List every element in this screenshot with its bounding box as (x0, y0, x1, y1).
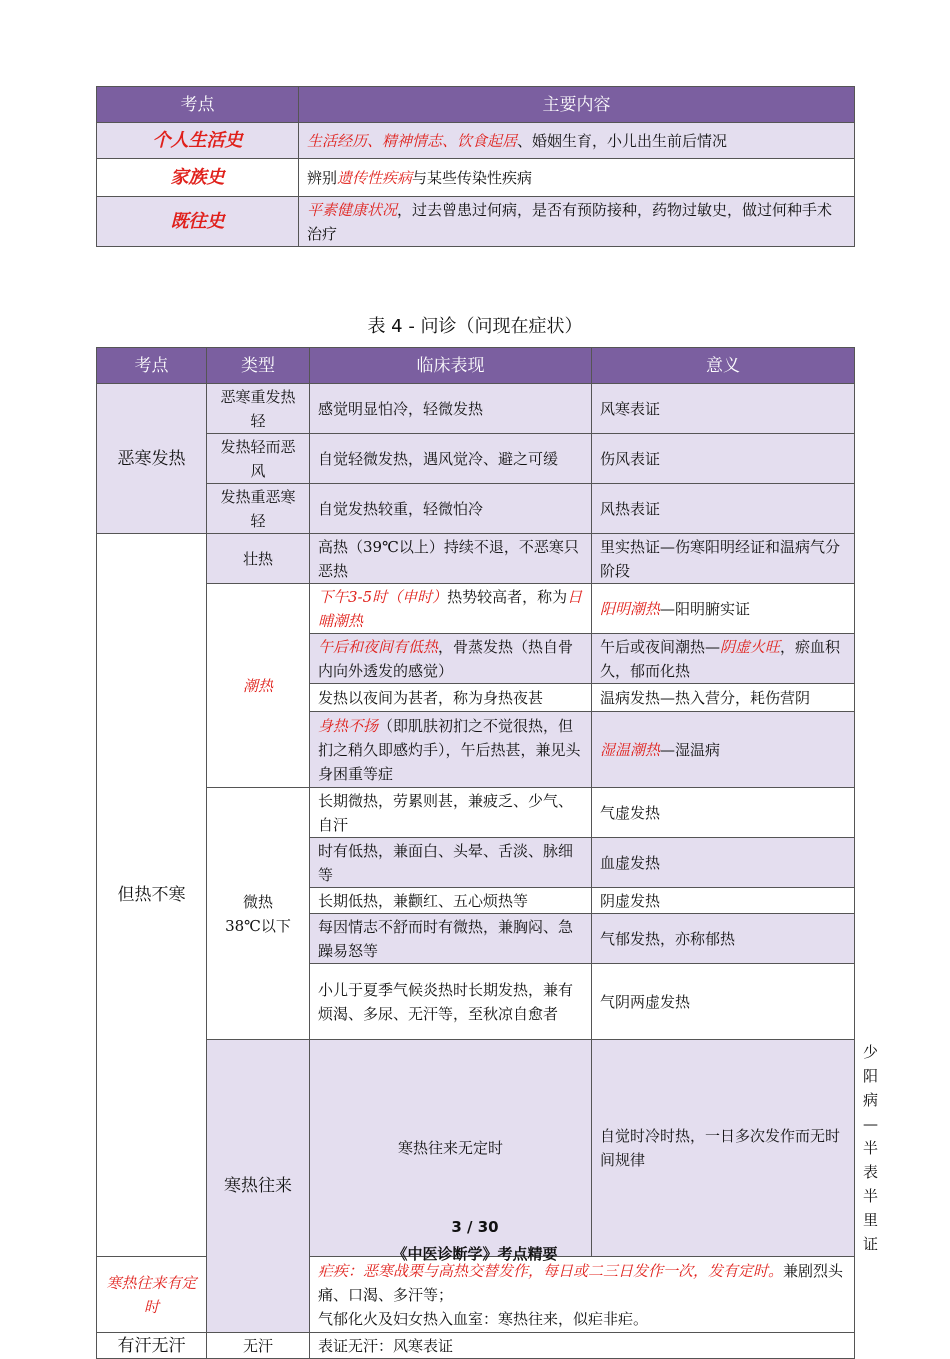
meaning-cell: 阴虚发热 (592, 888, 855, 914)
meaning-cell: 伤风表证 (592, 434, 855, 484)
header-meaning: 意义 (592, 348, 855, 384)
content-past: 平素健康状况，过去曾患过何病，是否有预防接种，药物过敏史，做过何种手术治疗 (299, 197, 855, 247)
type-cell: 发热轻而恶风 (207, 434, 310, 484)
desc-cell: 身热不扬（即肌肤初扪之不觉很热，但扪之稍久即感灼手），午后热甚，兼见头身困重等症 (310, 712, 592, 788)
history-table (96, 86, 855, 247)
header-type: 类型 (207, 348, 310, 384)
meaning-cell: 气郁发热，亦称郁热 (592, 914, 855, 964)
point-past: 既往史 (97, 197, 299, 247)
meaning-cell: 里实热证—伤寒阳明经证和温病气分阶段 (592, 534, 855, 584)
desc-cell: 表证无汗：风寒表证 (310, 1333, 855, 1359)
desc-cell: 小儿于夏季气候炎热时长期发热，兼有烦渴、多尿、无汗等，至秋凉自愈者 (310, 964, 592, 1040)
meaning-cell: 温病发热—热入营分，耗伤营阴 (592, 684, 855, 712)
meaning-cell: 阳明潮热—阳明腑实证 (592, 584, 855, 634)
type-cell: 恶寒重发热轻 (207, 384, 310, 434)
desc-cell: 每因情志不舒而时有微热，兼胸闷、急躁易怒等 (310, 914, 592, 964)
meaning-cell: 气虚发热 (592, 788, 855, 838)
type-cell: 无汗 (207, 1333, 310, 1359)
header-point: 考点 (97, 348, 207, 384)
type-tidal-fever: 潮热 (207, 584, 310, 788)
meaning-cell: 午后或夜间潮热—阴虚火旺，瘀血积久，郁而化热 (592, 634, 855, 684)
type-cell: 壮热 (207, 534, 310, 584)
desc-cell: 自觉轻微发热，遇风觉冷、避之可缓 (310, 434, 592, 484)
desc-cell: 长期微热，劳累则甚，兼疲乏、少气、自汗 (310, 788, 592, 838)
cat-aversion-fever: 恶寒发热 (97, 384, 207, 534)
footer-title: 《中医诊断学》考点精要 (392, 1245, 558, 1263)
cat-alternating: 寒热往来 (207, 1040, 310, 1333)
desc-cell: 高热（39℃以上）持续不退，不恶寒只恶热 (310, 534, 592, 584)
content-personal: 生活经历、精神情志、饮食起居、婚姻生育，小儿出生前后情况 (299, 123, 855, 159)
desc-cell: 午后和夜间有低热，骨蒸发热（热自骨内向外透发的感觉） (310, 634, 592, 684)
header-clinical: 临床表现 (310, 348, 592, 384)
type-cell: 寒热往来无定时 (310, 1040, 592, 1257)
desc-cell: 疟疾：恶寒战栗与高热交替发作，每日或二三日发作一次，发有定时。兼剧烈头痛、口渴、多汗等； 气郁化火及妇女热入血室：寒热往来，似疟非疟。 (310, 1257, 855, 1333)
table-title: 表 4 - 问诊（问现在症状） (367, 316, 583, 337)
meaning-cell: 风寒表证 (592, 384, 855, 434)
header-point: 考点 (97, 87, 299, 123)
cat-heat-only: 但热不寒 (97, 534, 207, 1257)
point-family: 家族史 (97, 159, 299, 197)
desc-cell: 下午3-5时（申时）热势较高者，称为日晡潮热 (310, 584, 592, 634)
desc-cell: 自觉发热较重，轻微怕冷 (310, 484, 592, 534)
desc-cell: 长期低热，兼颧红、五心烦热等 (310, 888, 592, 914)
desc-cell: 自觉时冷时热，一日多次发作而无时间规律 (592, 1040, 855, 1257)
type-low-fever: 微热 38℃以下 (207, 788, 310, 1040)
symptom-table: 考点 类型 临床表现 意义 恶寒发热 恶寒重发热轻 感觉明显怕冷，轻微发热 风寒表证 发热轻而恶风 自觉轻微发热，遇风觉冷、避之可缓 伤风表证 发热重恶寒轻 自觉发热较重，轻微怕冷 风热表证 但热不寒 壮热 高热（39℃以上）持续不退，不恶寒只恶热 里实热证—伤寒阳明经证和温病气分阶段 潮热 下午3-5时（申时）热势较高者，称为日晡潮热 阳明潮热—阳明腑实证 午后和夜间有低热，骨蒸发热（热自骨内向外透发的感觉） 午后或夜间潮热—阴虚火旺，瘀血积久，郁而化热 发热以夜间为甚者，称为身热夜甚 温病发热—热入营分，耗伤营阴 身热不扬（即肌肤初扪之不觉很热，但扪之稍久即感灼手），午后热甚，兼见头身困重等症 湿温潮热—湿温病 微热 38℃以下 长期微热，劳累则甚，兼疲乏、少气、自汗 气虚发热 时有低热，兼面白、头晕、舌淡、脉细等 血虚发热 长期低热，兼颧红、五心烦热等 阴虚发热 每因情志不舒而时有微热，兼胸闷、急躁易怒等 气郁发热，亦称郁热 小儿于夏季气候炎热时长期发热，兼有烦渴、多尿、无汗等，至秋凉自愈者 气阴两虚发热 寒热往来 寒热往来无定时 自觉时冷时热，一日多次发作而无时间规律 少阳病—半表半里证 寒热往来有定时 疟疾：恶寒战栗与高热交替发作，每日或二三日发作一次，发有定时。兼剧烈头痛、口渴、多汗等； 气郁化火及妇女热入血室：寒热往来，似疟非疟。 有汗无汗 无汗 表证无汗：风寒表证 (96, 347, 855, 1359)
meaning-cell: 风热表证 (592, 484, 855, 534)
content-family: 辨别遗传性疾病与某些传染性疾病 (299, 159, 855, 197)
meaning-cell: 血虚发热 (592, 838, 855, 888)
cat-sweat: 有汗无汗 (97, 1333, 207, 1359)
desc-cell: 感觉明显怕冷，轻微发热 (310, 384, 592, 434)
type-cell: 寒热往来有定时 (97, 1257, 207, 1333)
desc-cell: 发热以夜间为甚者，称为身热夜甚 (310, 684, 592, 712)
desc-cell: 时有低热，兼面白、头晕、舌淡、脉细等 (310, 838, 592, 888)
meaning-cell: 气阴两虚发热 (592, 964, 855, 1040)
point-personal: 个人生活史 (97, 123, 299, 159)
meaning-cell: 湿温潮热—湿温病 (592, 712, 855, 788)
type-cell: 发热重恶寒轻 (207, 484, 310, 534)
page-number: 3 / 30 (451, 1218, 499, 1236)
header-content: 主要内容 (299, 87, 855, 123)
